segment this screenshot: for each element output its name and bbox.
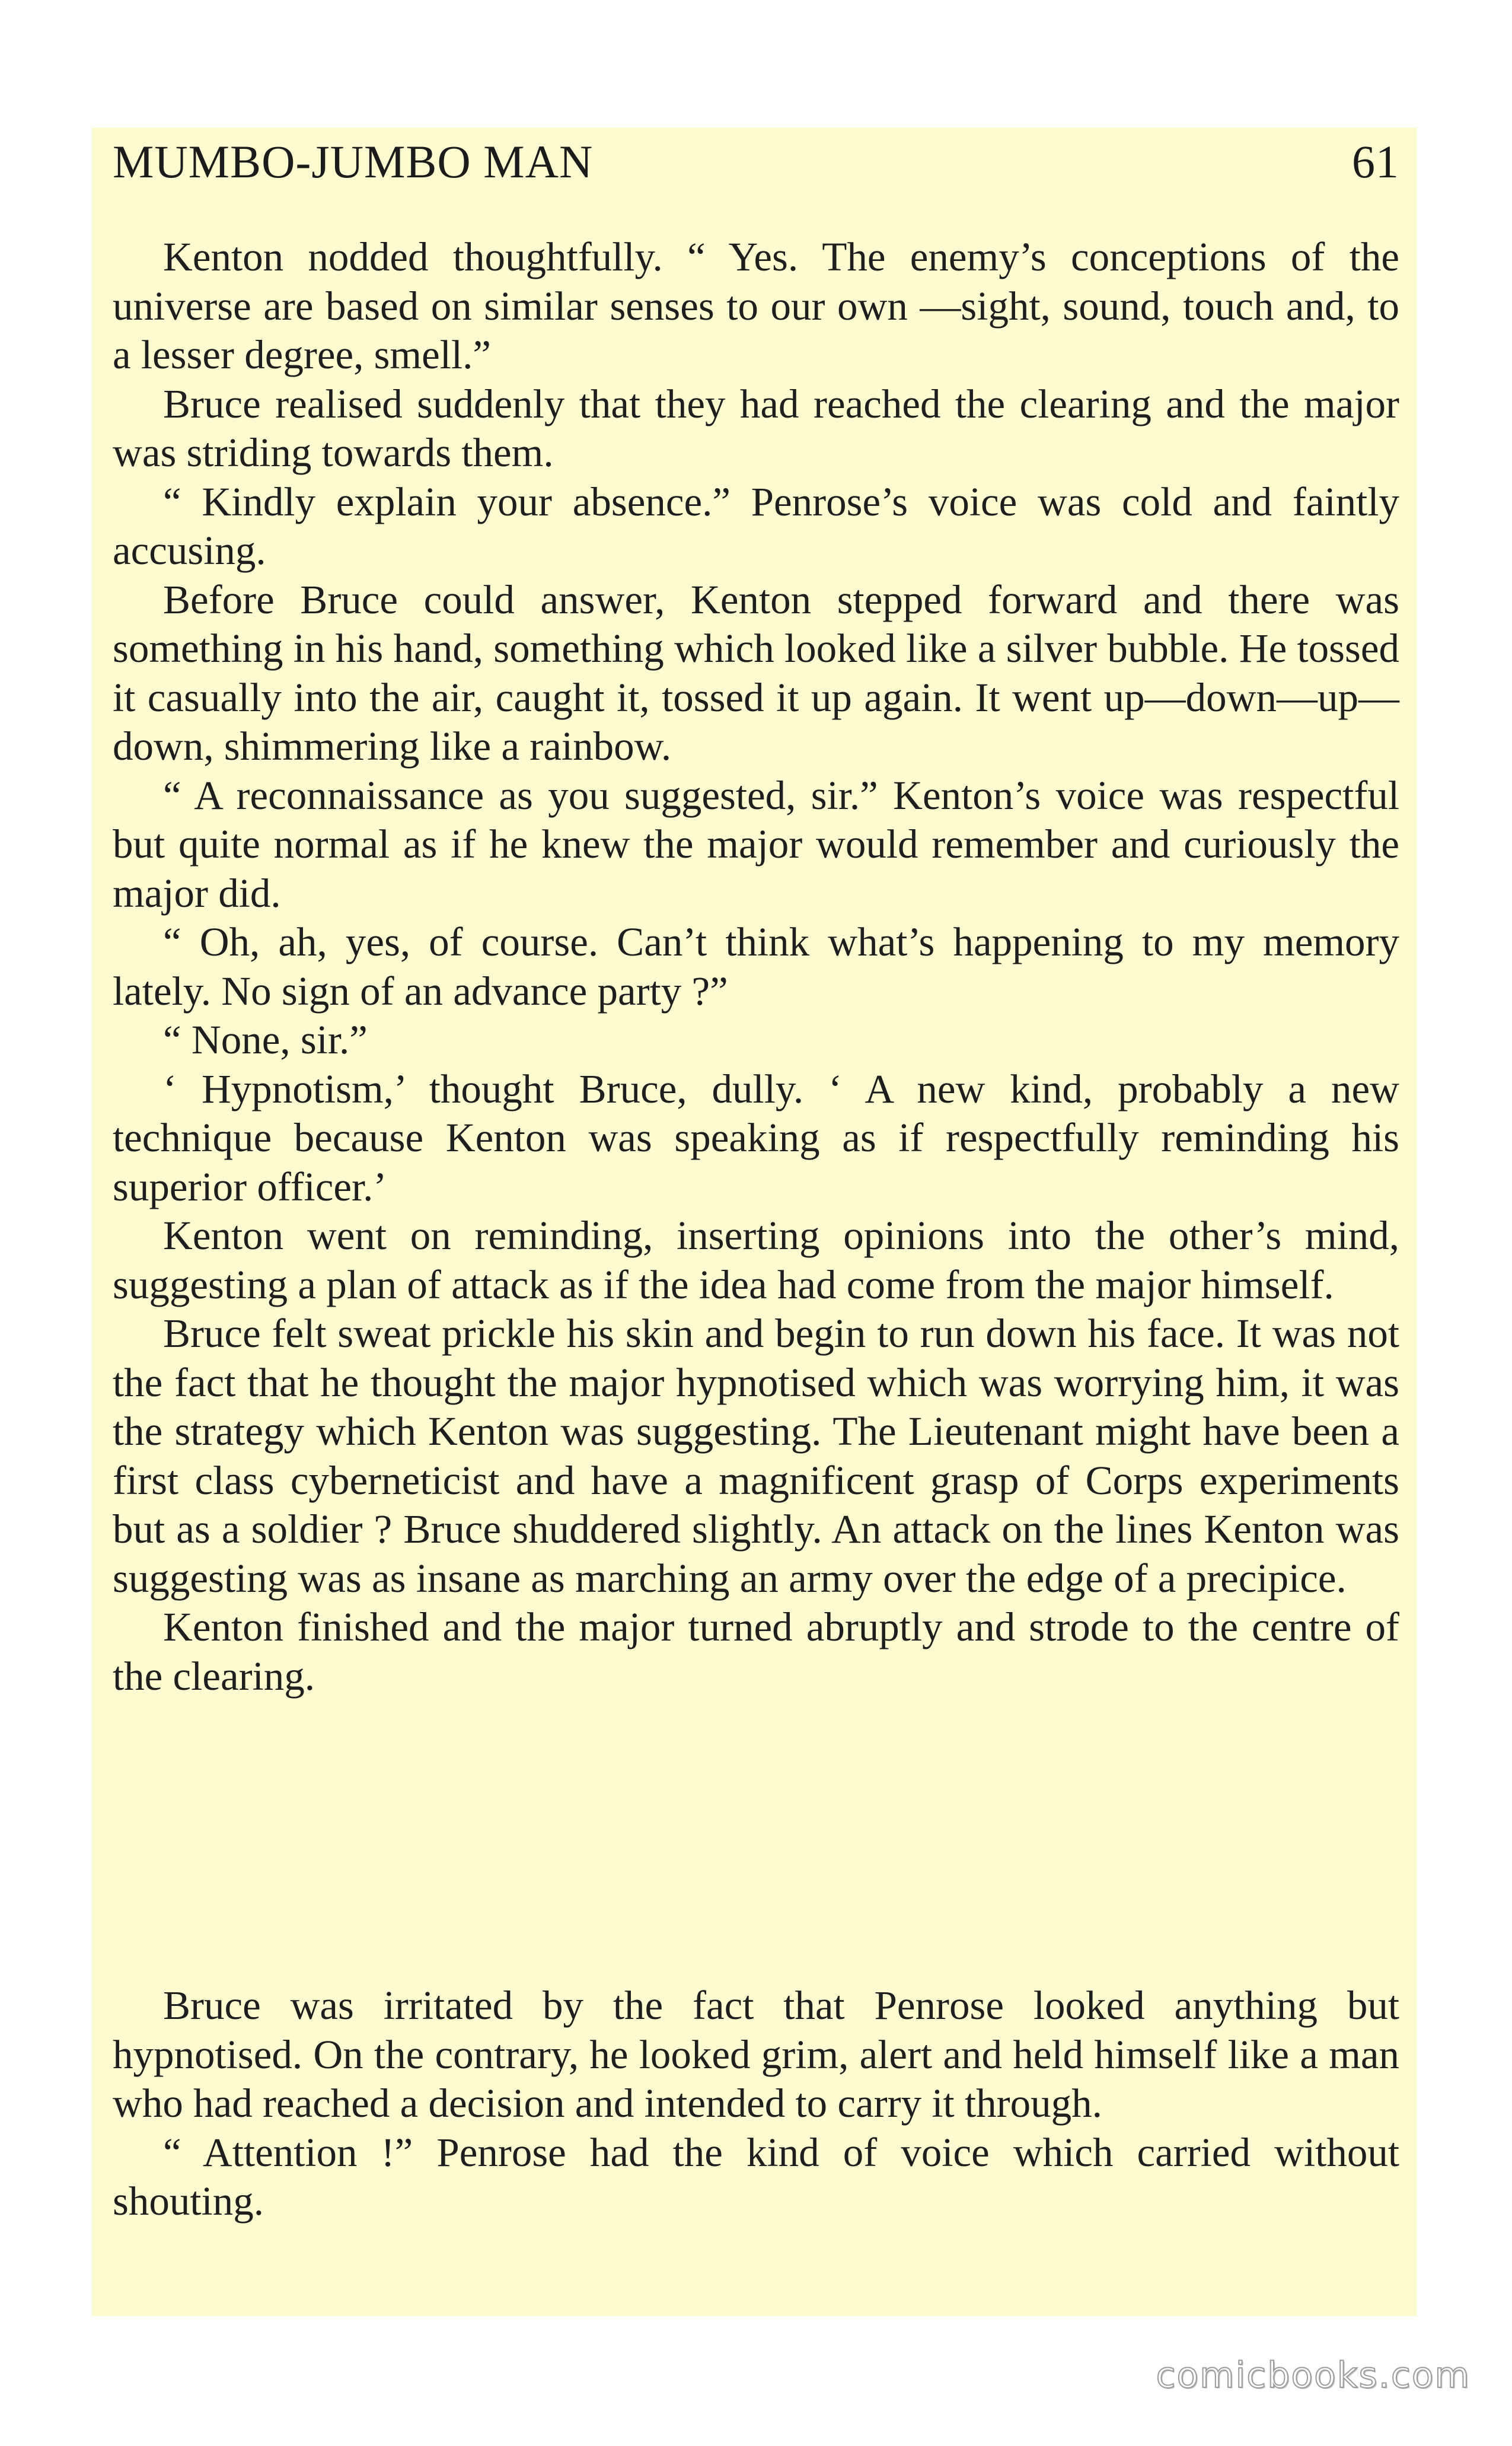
paragraph: “ A reconnaissance as you suggested, sir.” Kenton’s voice was respectful but quite normal as if he knew the major would remember and curiously the major did. <box>113 772 1399 916</box>
paragraph: Kenton finished and the major turned abruptly and strode to the centre of the clearing. <box>113 1604 1399 1699</box>
paragraph: Before Bruce could answer, Kenton stepped forward and there was something in his hand, something which looked like a silver bubble. He tossed it casually into the air, caught it, tossed it up again. It went up—down—up—down, shimmering like a rainbow. <box>113 577 1399 769</box>
paragraph: “ Oh, ah, yes, of course. Can’t think what’s happening to my memory lately. No sign of an advance party ?” <box>113 919 1399 1014</box>
paragraph: Bruce was irritated by the fact that Penrose looked anything but hypnotised. On the contrary, he looked grim, alert and held himself like a man who had reached a decision and intended to carry it through. <box>113 1983 1399 2126</box>
text-section-one <box>113 233 1399 1700</box>
paragraph: “ Attention !” Penrose had the kind of voice which carried without shouting. <box>113 2129 1399 2224</box>
paragraph: Bruce felt sweat prickle his skin and begin to run down his face. It was not the fact that he thought the major hypnotised which was worrying him, it was the strategy which Kenton was suggesting. The Lieutenant might have been a first class cyberneticist and have a magnificent grasp of Corps experiments but as a soldier ? Bruce shuddered slightly. An attack on the lines Kenton was suggesting was as insane as marching an army over the edge of a precipice. <box>113 1311 1399 1601</box>
running-header <box>113 135 1399 200</box>
text-section-two <box>113 1981 1399 2226</box>
paragraph: ‘ Hypnotism,’ thought Bruce, dully. ‘ A new kind, probably a new technique because Kenton was speaking as if respectfully reminding his superior officer.’ <box>113 1066 1399 1209</box>
paragraph: “ None, sir.” <box>163 1017 368 1062</box>
paragraph: Kenton nodded thoughtfully. “ Yes. The enemy’s conceptions of the universe are based on similar senses to our own —sight, sound, touch and, to a lesser degree, smell.” <box>113 234 1399 377</box>
paragraph: Kenton went on reminding, inserting opinions into the other’s mind, suggesting a plan of attack as if the idea had come from the major himself. <box>113 1213 1399 1307</box>
running-title: MUMBO-JUMBO MAN <box>113 136 594 187</box>
paragraph: “ Kindly explain your absence.” Penrose’s voice was cold and faintly accusing. <box>113 479 1399 573</box>
paragraph: Bruce realised suddenly that they had reached the clearing and the major was striding towards them. <box>113 381 1399 475</box>
page-number: 61 <box>1352 136 1399 187</box>
watermark: comicbooks.com <box>1156 2355 1470 2396</box>
